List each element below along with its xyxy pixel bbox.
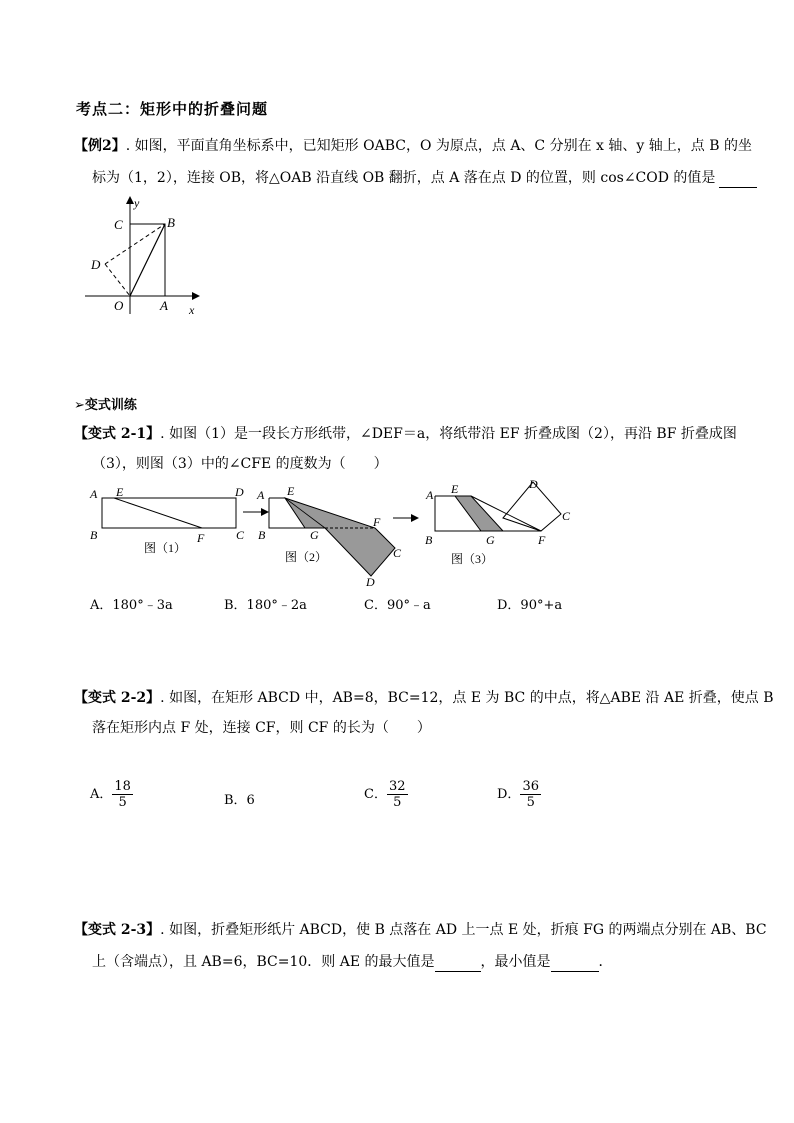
example2-text2: 标为（1，2），连接 OB，将△OAB 沿直线 OB 翻折，点 A 落在点 D 的位置，则 cos∠COD 的值是 (92, 170, 716, 186)
training-label: ➢变式训练 (74, 398, 137, 413)
f3-label-e: E (451, 482, 459, 496)
f3-label-d: D (529, 477, 538, 491)
v22-line2: 落在矩形内点 F 处，连接 CF，则 CF 的长为（ ） (92, 720, 431, 736)
example2-line1 (74, 136, 752, 156)
fraction: $\frac{32}{5}$ (388, 779, 406, 810)
v21-option-b[interactable]: B．180°﹣2a (224, 598, 307, 613)
segment-do (105, 264, 130, 296)
label-a: A (160, 298, 168, 313)
paper-strip (102, 498, 236, 528)
v21-text1: . 如图（1）是一段长方形纸带，∠DEF＝a，将纸带沿 EF 折叠成图（2），再沿 BF 折叠成图 (160, 426, 737, 442)
answer-blank (719, 173, 757, 188)
v22-option-a-label: A． (90, 787, 113, 802)
f2-label-c: C (393, 546, 402, 560)
v21-option-c[interactable]: C．90°﹣a (364, 598, 431, 613)
f1-label-c: C (236, 528, 245, 542)
label-b: B (167, 215, 175, 230)
f2-folded-strip (285, 498, 395, 576)
arrow-right-icon (393, 512, 419, 524)
v21-tag: 【变式 2-1】 (74, 426, 161, 442)
section-title: 考点二：矩形中的折叠问题 (76, 100, 269, 118)
f1-label-f: F (197, 531, 205, 545)
f2-caption: 图（2） (285, 550, 328, 564)
label-o: O (114, 298, 124, 313)
v22-line1 (74, 688, 774, 708)
f1-label-a: A (90, 487, 98, 501)
label-x: x (189, 303, 195, 317)
v22-tag: 【变式 2-2】 (74, 690, 161, 706)
f2-label-d: D (366, 575, 375, 588)
f1-label-b: B (90, 528, 98, 542)
f1-label-e: E (116, 485, 124, 499)
label-d: D (91, 257, 101, 272)
f3-caption: 图（3） (451, 552, 494, 566)
v22-text1: . 如图，在矩形 ABCD 中，AB=8，BC=12，点 E 为 BC 的中点，将△ABE 沿 AE 折叠，使点 B (160, 690, 774, 706)
v22-option-c[interactable] (364, 779, 408, 810)
f1-label-d: D (235, 485, 244, 499)
f2-label-b: B (258, 528, 266, 542)
v23-text1: . 如图，折叠矩形纸片 ABCD，使 B 点落在 AD 上一点 E 处，折痕 FG 的两端点分别在 AB、BC (160, 922, 767, 938)
v21-option-a[interactable]: A．180°﹣3a (90, 598, 173, 613)
v21-line1 (74, 424, 737, 444)
fraction: $\frac{36}{5}$ (522, 779, 539, 810)
v21-figure-1 (86, 482, 256, 562)
f2-label-a: A (257, 488, 265, 502)
y-axis-arrow-icon (126, 196, 134, 204)
example2-line2 (92, 168, 757, 188)
label-y: y (134, 196, 140, 210)
diagonal-ob (130, 224, 165, 296)
v23-text2b: ，最小值是 (480, 954, 551, 970)
f3-label-f: F (538, 533, 546, 547)
fold-line-ef (114, 498, 202, 528)
v23-text2a: 上（含端点），且 AB=6，BC=10．则 AE 的最大值是 (92, 954, 435, 970)
v22-option-b-label: B．6 (224, 793, 255, 808)
f1-caption: 图（1） (144, 541, 187, 555)
example2-tag: 【例2】 (74, 138, 126, 154)
f3-shaded-triangle (455, 496, 503, 531)
v22-option-d-label: D． (497, 787, 521, 802)
f3-label-c: C (562, 509, 571, 523)
v23-tag: 【变式 2-3】 (74, 922, 161, 938)
min-answer-blank[interactable] (551, 957, 599, 972)
x-axis-arrow-icon (192, 292, 200, 300)
v23-line1 (74, 920, 767, 940)
f3-label-g: G (486, 533, 495, 547)
v21-figure-2 (255, 482, 415, 588)
label-c: C (114, 217, 123, 232)
f3-label-a: A (426, 488, 434, 502)
max-answer-blank[interactable] (435, 957, 481, 972)
v21-figure-3 (423, 474, 583, 570)
v23-line2 (92, 952, 613, 972)
example2-figure (85, 192, 210, 322)
example2-text1: . 如图，平面直角坐标系中，已知矩形 OABC，O 为原点，点 A、C 分别在 x 轴、y 轴上，点 B 的坐 (125, 138, 752, 154)
f2-label-g: G (310, 528, 319, 542)
v23-text2c: ． (598, 954, 613, 970)
f2-label-e: E (287, 484, 295, 498)
fraction: $\frac{18}{5}$ (114, 779, 131, 810)
v22-option-a[interactable] (90, 779, 133, 810)
v22-option-b[interactable] (224, 789, 255, 808)
f2-label-f: F (373, 515, 381, 529)
v21-option-d[interactable]: D．90°+a (497, 598, 563, 613)
v22-option-d[interactable] (497, 779, 541, 810)
v22-option-c-label: C． (364, 787, 387, 802)
v21-line2: （3），则图（3）中的∠CFE 的度数为（ ） (92, 456, 388, 472)
f3-label-b: B (425, 533, 433, 547)
